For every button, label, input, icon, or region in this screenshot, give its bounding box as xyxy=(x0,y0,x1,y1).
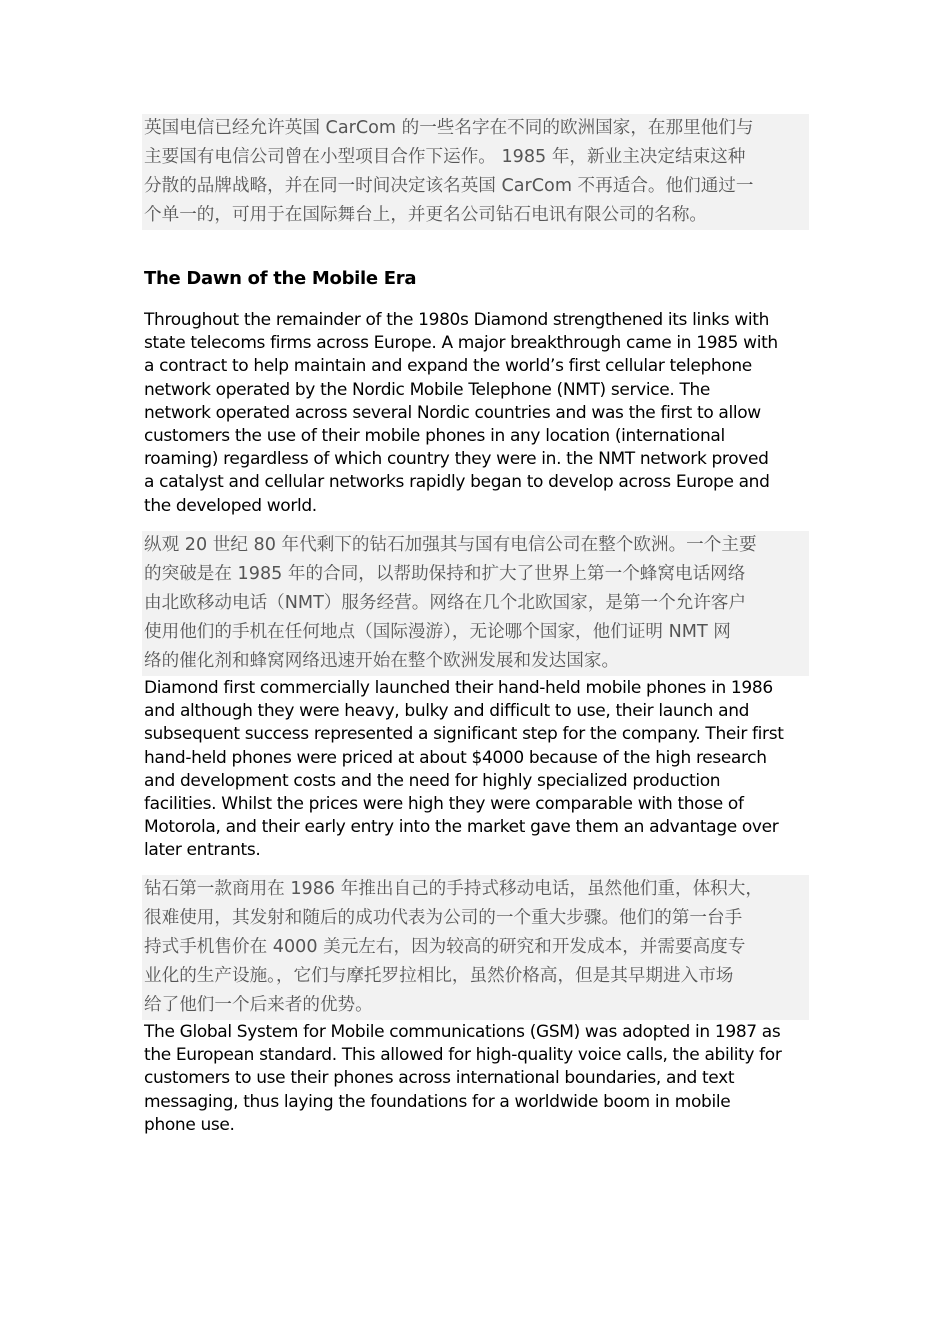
chinese-paragraph-1 xyxy=(142,114,809,230)
text-line: 个单一的，可用于在国际舞台上，并更名公司钻石电讯有限公司的名称。 xyxy=(144,205,708,225)
text-line: 持式手机售价在 4000 美元左右，因为较高的研究和开发成本，并需要高度专 xyxy=(144,937,746,957)
text-line: a contract to help maintain and expand the world’s first cellular telephone xyxy=(144,356,752,377)
text-line: and development costs and the need for highly specialized production xyxy=(144,770,721,791)
text-line: and although they were heavy, bulky and difficult to use, their launch and xyxy=(144,701,750,722)
text-line: network operated by the Nordic Mobile Telephone (NMT) service. The xyxy=(144,379,711,400)
chinese-paragraph-2 xyxy=(142,531,809,676)
english-paragraph-2 xyxy=(144,677,816,863)
text-line: messaging, thus laying the foundations for a worldwide boom in mobile xyxy=(144,1091,731,1112)
text-line: later entrants. xyxy=(144,840,261,861)
text-line: 主要国有电信公司曾在小型项目合作下运作。 1985 年，新业主决定结束这种 xyxy=(144,147,746,167)
text-line: 的突破是在 1985 年的合同，以帮助保持和扩大了世界上第一个蜂窝电话网络 xyxy=(144,564,746,584)
text-line: hand-held phones were priced at about $4000 because of the high research xyxy=(144,747,767,768)
text-line: the European standard. This allowed for high-quality voice calls, the ability for xyxy=(144,1045,782,1066)
text-line: phone use. xyxy=(144,1114,235,1135)
text-line: Throughout the remainder of the 1980s Diamond strengthened its links with xyxy=(144,310,770,330)
text-line: 给了他们一个后来者的优势。 xyxy=(144,995,373,1015)
text-line: 纵观 20 世纪 80 年代剩下的钻石加强其与国有电信公司在整个欧洲。一个主要 xyxy=(144,535,757,555)
text-line: 使用他们的手机在任何地点（国际漫游），无论哪个国家，他们证明 NMT 网 xyxy=(144,622,731,642)
english-paragraph-1 xyxy=(144,309,816,518)
text-line: 业化的生产设施。，它们与摩托罗拉相比，虽然价格高，但是其早期进入市场 xyxy=(144,966,734,986)
text-line: facilities. Whilst the prices were high they were comparable with those of xyxy=(144,794,744,815)
text-line: 络的催化剂和蜂窝网络迅速开始在整个欧洲发展和发达国家。 xyxy=(144,651,620,671)
text-line: customers the use of their mobile phones in any location (international xyxy=(144,426,725,447)
chinese-paragraph-3 xyxy=(142,875,809,1020)
text-line: Motorola, and their early entry into the market gave them an advantage over xyxy=(144,817,779,838)
text-line: roaming) regardless of which country they were in. the NMT network proved xyxy=(144,449,769,470)
text-line: 分散的品牌战略，并在同一时间决定该名英国 CarCom 不再适合。他们通过一 xyxy=(144,176,754,196)
english-paragraph-3 xyxy=(144,1021,816,1137)
text-line: customers to use their phones across international boundaries, and text xyxy=(144,1068,735,1089)
text-line: 很难使用，其发射和随后的成功代表为公司的一个重大步骤。他们的第一台手 xyxy=(144,908,743,928)
text-line: 英国电信已经允许英国 CarCom 的一些名字在不同的欧洲国家，在那里他们与 xyxy=(144,118,754,138)
text-line: 钻石第一款商用在 1986 年推出自己的手持式移动电话，虽然他们重，体积大， xyxy=(144,879,763,899)
text-line: state telecoms firms across Europe. A major breakthrough came in 1985 with xyxy=(144,333,778,354)
text-line: The Global System for Mobile communications (GSM) was adopted in 1987 as xyxy=(144,1022,781,1042)
text-line: network operated across several Nordic countries and was the first to allow xyxy=(144,402,761,423)
text-line: the developed world. xyxy=(144,495,317,516)
section-heading: The Dawn of the Mobile Era xyxy=(144,268,417,289)
text-line: 由北欧移动电话（NMT）服务经营。网络在几个北欧国家，是第一个允许客户 xyxy=(144,593,747,613)
text-line: subsequent success represented a significant step for the company. Their first xyxy=(144,724,784,745)
text-line: Diamond first commercially launched their hand-held mobile phones in 1986 xyxy=(144,678,773,698)
text-line: a catalyst and cellular networks rapidly began to develop across Europe and xyxy=(144,472,770,493)
